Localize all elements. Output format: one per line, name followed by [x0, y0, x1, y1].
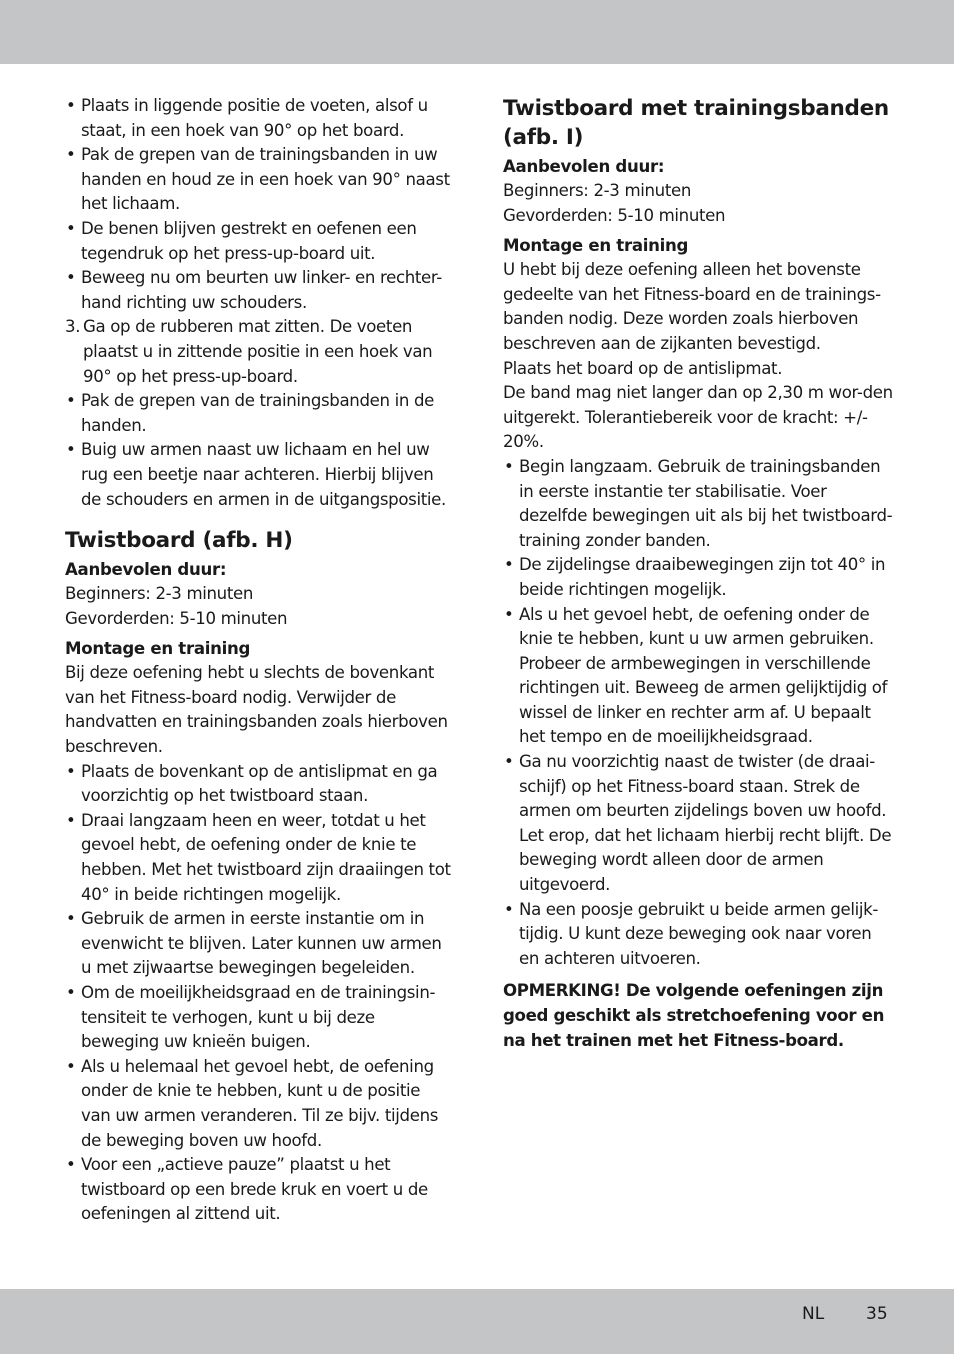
- footer-language: NL: [802, 1304, 825, 1324]
- list-item: • Begin langzaam. Gebruik de trainingsbanden in eerste instantie ter stabilisatie. Voer dezelfde bewegingen uit als bij het twistboard-training zonder banden.: [503, 455, 895, 553]
- list-item: • Beweeg nu om beurten uw linker- en rechter-hand richting uw schouders.: [65, 266, 453, 315]
- list-item: • Ga nu voorzichtig naast de twister (de draai-schijf) op het Fitness-board staan. Strek de armen om beurten zijdelings boven uw hoofd. Let erop, dat het lichaam hierbij recht blijft. De beweging wordt alleen door de armen uitgevoerd.: [503, 750, 895, 898]
- note-text: OPMERKING! De volgende oefeningen zijn goed geschikt als stretchoefening voor en na het trainen met het Fitness-board.: [503, 981, 885, 1050]
- list-item: • Voor een „actieve pauze” plaatst u het twistboard op een brede kruk en voert u de oefeningen al zittend uit.: [65, 1153, 453, 1227]
- intro-bullet-list-a: [65, 94, 453, 315]
- list-item: • Als u het gevoel hebt, de oefening onder de knie te hebben, kunt u uw armen gebruiken. Probeer de armbewegingen in verschillende richtingen uit. Beweeg de armen gelijktijdig of wissel de linker en rechter arm af. U bepaalt het tempo en de moeilijkheidsgraad.: [503, 603, 895, 751]
- right-column: [503, 94, 895, 1053]
- duration-advanced: Gevorderden: 5-10 minuten: [503, 205, 726, 225]
- twistboard-bullet-list: [65, 760, 453, 1227]
- list-item: • Om de moeilijkheidsgraad en de trainingsin-tensiteit te verhogen, kunt u bij deze beweging uw knieën buigen.: [65, 981, 453, 1055]
- list-item: • Plaats de bovenkant op de antislipmat en ga voorzichtig op het twistboard staan.: [65, 760, 453, 809]
- section-title-twistboard: Twistboard (afb. H): [65, 528, 293, 554]
- assembly-text: Bij deze oefening hebt u slechts de bovenkant van het Fitness-board nodig. Verwijder de handvatten en trainingsbanden zoals hierboven beschreven.: [65, 663, 448, 757]
- list-item: • Draai langzaam heen en weer, totdat u het gevoel hebt, de oefening onder de knie te hebben. Met het twistboard zijn draaiingen tot 40° in beide richtingen mogelijk.: [65, 809, 453, 907]
- left-column: [65, 94, 453, 1227]
- duration-beginners: Beginners: 2-3 minuten: [65, 584, 254, 604]
- list-item: • De zijdelingse draaibewegingen zijn tot 40° in beide richtingen mogelijk.: [503, 553, 895, 602]
- intro-bullet-list-b: [65, 389, 453, 512]
- assembly-heading: Montage en training: [503, 236, 689, 256]
- step-3: [65, 315, 453, 389]
- assembly-heading: Montage en training: [65, 639, 251, 659]
- duration-heading: Aanbevolen duur:: [503, 157, 665, 176]
- list-item: • Plaats in liggende positie de voeten, alsof u staat, in een hoek van 90° op het board.: [65, 94, 453, 143]
- board-text: Plaats het board op de antislipmat.: [503, 358, 783, 378]
- list-item: • Pak de grepen van de trainingsbanden in de handen.: [65, 389, 453, 438]
- list-item: • Pak de grepen van de trainingsbanden in uw handen en houd ze in een hoek van 90° naast het lichaam.: [65, 143, 453, 217]
- step-number: 3.: [65, 317, 81, 337]
- list-item: • Na een poosje gebruikt u beide armen gelijk-tijdig. U kunt deze beweging ook naar voren en achteren uitvoeren.: [503, 898, 895, 972]
- section-title-twistboard-bands: Twistboard met trainingsbanden (afb. I): [503, 96, 889, 150]
- list-item: • De benen blijven gestrekt en oefenen een tegendruk op het press-up-board uit.: [65, 217, 453, 266]
- step-text: Ga op de rubberen mat zitten. De voeten plaatst u in zittende positie in een hoek van 90° op het press-up-board.: [83, 317, 433, 386]
- bands-bullet-list: [503, 455, 895, 971]
- list-item: • Als u helemaal het gevoel hebt, de oefening onder de knie te hebben, kunt u de positie van uw armen veranderen. Til ze bijv. tijdens de beweging boven uw hoofd.: [65, 1055, 453, 1153]
- list-item: • Buig uw armen naast uw lichaam en hel uw rug een beetje naar achteren. Hierbij blijven de schouders en armen in de uitgangspositie.: [65, 438, 453, 512]
- page-number: 35: [866, 1304, 888, 1324]
- list-item: • Gebruik de armen in eerste instantie om in evenwicht te blijven. Later kunnen uw armen u met zijwaartse bewegingen begeleiden.: [65, 907, 453, 981]
- band-text: De band mag niet langer dan op 2,30 m wor-den uitgerekt. Tolerantiebereik voor de kracht: +/- 20%.: [503, 383, 893, 452]
- duration-beginners: Beginners: 2-3 minuten: [503, 181, 692, 200]
- duration-advanced: Gevorderden: 5-10 minuten: [65, 608, 288, 628]
- header-bar: [0, 0, 954, 64]
- duration-heading: Aanbevolen duur:: [65, 560, 227, 580]
- assembly-text: U hebt bij deze oefening alleen het bovenste gedeelte van het Fitness-board en de trainings-banden nodig. Deze worden zoals hierboven beschreven aan de zijkanten bevestigd.: [503, 260, 881, 353]
